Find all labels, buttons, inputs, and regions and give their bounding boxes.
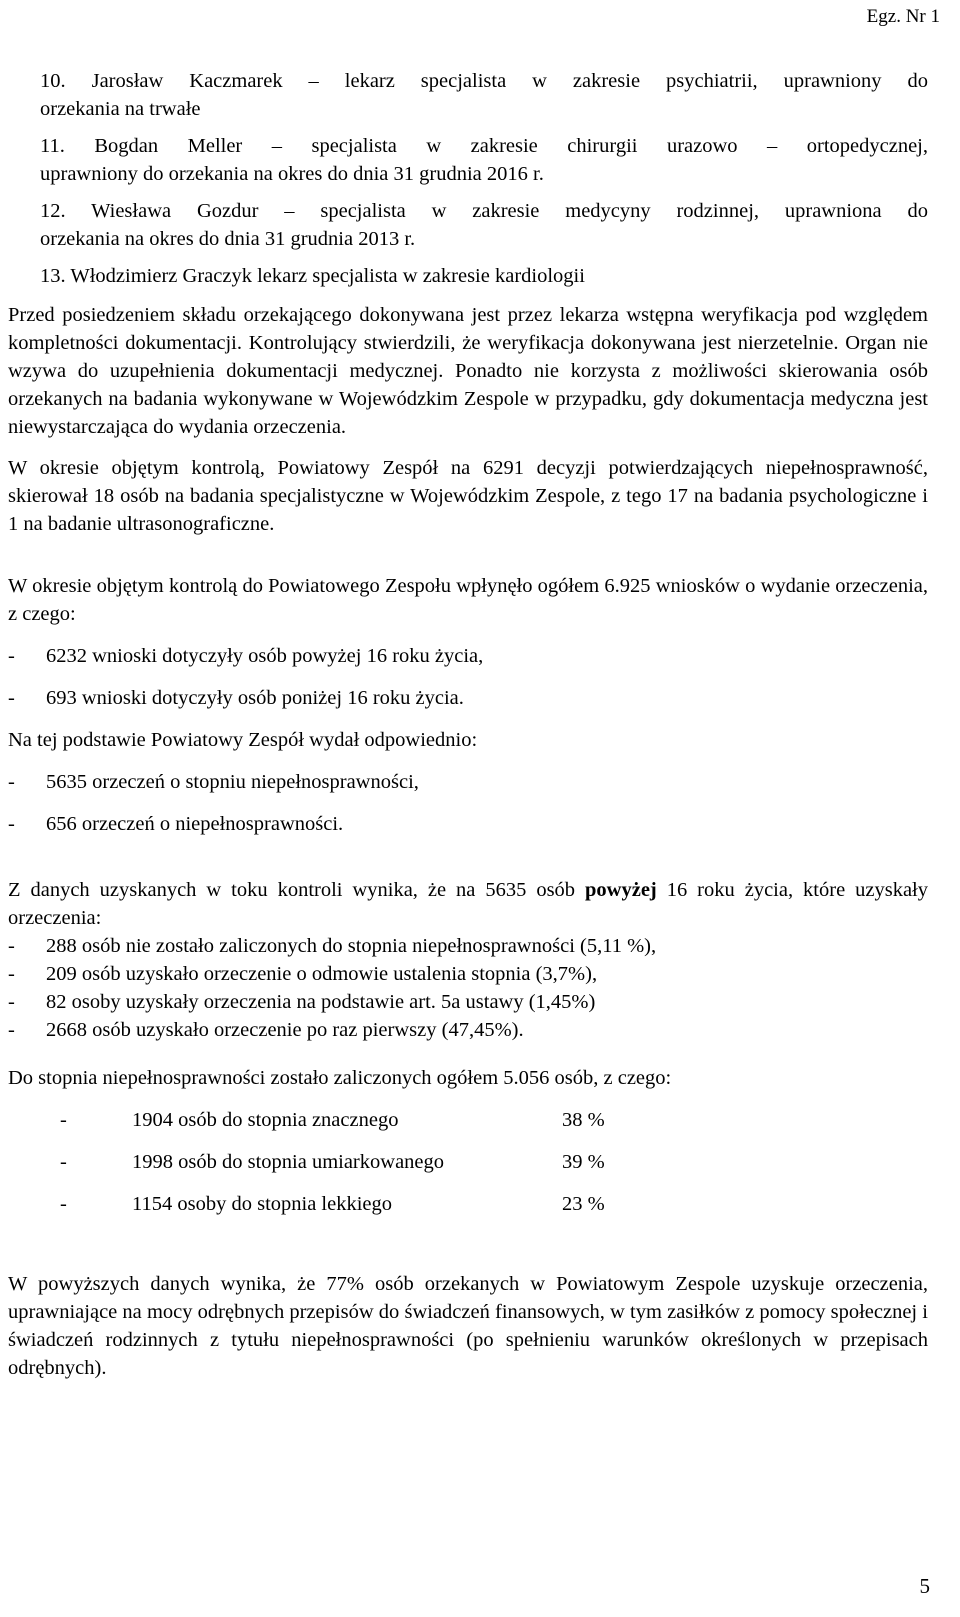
table-row: - 1154 osoby do stopnia lekkiego 23 % (8, 1190, 928, 1218)
list-item-text: 6232 wnioski dotyczyły osób powyżej 16 roku życia, (46, 645, 484, 667)
table-row: - 1998 osób do stopnia umiarkowanego 39 % (8, 1148, 928, 1176)
list-item: - 693 wnioski dotyczyły osób poniżej 16 roku życia. (8, 684, 928, 712)
over16-intro-bold: powyżej (585, 879, 657, 901)
list-item-text: 209 osób uzyskało orzeczenie o odmowie ustalenia stopnia (3,7%), (46, 963, 598, 985)
table-row: - 1904 osób do stopnia znacznego 38 % (8, 1106, 928, 1134)
degree-intro: Do stopnia niepełnosprawności zostało zaliczonych ogółem 5.056 osób, z czego: (8, 1067, 672, 1089)
list-item-text: 656 orzeczeń o niepełnosprawności. (46, 813, 344, 835)
list-item-text: 693 wnioski dotyczyły osób poniżej 16 roku życia. (46, 687, 464, 709)
degree-percent: 39 % (562, 1151, 605, 1173)
numbered-item (8, 67, 928, 123)
degree-text: 1154 osoby do stopnia lekkiego (132, 1193, 393, 1215)
item-text: Bogdan Meller – specjalista w zakresie chirurgii urazowo – ortopedycznej, (94, 135, 928, 157)
degree-percent: 38 % (562, 1109, 605, 1131)
over16-intro-text-end: 16 roku życia, które uzyskały orzeczenia: (8, 879, 929, 929)
verification-paragraph: Przed posiedzeniem składu orzekającego dokonywana jest przez lekarza wstępna weryfikacja pod względem kompletności dokumentacji. Kontrolujący stwierdzili, że weryfikacja dokonywana jest nierzetelnie. Organ nie wzywa do uzupełnienia dokumentacji medycznej. Ponadto nie korzysta z możliwości skierowania osób orzekanych na badania wykonywane w Wojewódzkim Zespole w przypadku, gdy dokumentacja medyczna jest niewystarczająca do wydania orzeczenia. (8, 304, 928, 438)
list-item: - 209 osób uzyskało orzeczenie o odmowie ustalenia stopnia (3,7%), (8, 960, 928, 988)
list-item: - 5635 orzeczeń o stopniu niepełnosprawności, (8, 768, 928, 796)
list-item-text: 5635 orzeczeń o stopniu niepełnosprawności, (46, 771, 419, 793)
item-text: Jarosław Kaczmarek – lekarz specjalista w zakresie psychiatrii, uprawniony do (91, 70, 929, 92)
applications-intro: W okresie objętym kontrolą do Powiatowego Zespołu wpłynęło ogółem 6.925 wniosków o wydanie orzeczenia, z czego: (8, 575, 928, 625)
numbered-item (8, 197, 928, 253)
list-item: - 656 orzeczeń o niepełnosprawności. (8, 810, 928, 838)
degree-table (8, 1106, 928, 1218)
over16-intro-text: Z danych uzyskanych w toku kontroli wynika, że na 5635 osób (8, 879, 586, 901)
issued-list (8, 768, 928, 838)
degree-text: 1904 osób do stopnia znacznego (132, 1109, 399, 1131)
document-body (8, 67, 928, 1382)
applications-list (8, 642, 928, 712)
item-text: Wiesława Gozdur – specjalista w zakresie medycyny rodzinnej, uprawniona do (91, 200, 928, 222)
list-item: - 6232 wnioski dotyczyły osób powyżej 16 roku życia, (8, 642, 928, 670)
page-number: 5 (919, 1574, 930, 1598)
conclusion-paragraph: W powyższych danych wynika, że 77% osób orzekanych w Powiatowym Zespole uzyskuje orzeczenia, uprawniające na mocy odrębnych przepisów do świadczeń finansowych, w tym zasiłków z pomocy społecznej i świadczeń rodzinnych z tytułu niepełnosprawności (po spełnieniu warunków określonych w przepisach odrębnych). (8, 1273, 928, 1379)
list-item-text: 82 osoby uzyskały orzeczenia na podstawie art. 5a ustawy (1,45%) (46, 991, 596, 1013)
item-text-continued: orzekania na trwałe (40, 98, 201, 120)
numbered-item (8, 262, 928, 290)
over16-intro (8, 876, 928, 932)
list-item-text: 288 osób nie zostało zaliczonych do stopnia niepełnosprawności (5,11 %), (46, 935, 657, 957)
list-item: - 288 osób nie zostało zaliczonych do stopnia niepełnosprawności (5,11 %), (8, 932, 928, 960)
numbered-item (8, 132, 928, 188)
item-text-continued: uprawniony do orzekania na okres do dnia 31 grudnia 2016 r. (40, 163, 544, 185)
degree-percent: 23 % (562, 1193, 605, 1215)
degree-text: 1998 osób do stopnia umiarkowanego (132, 1151, 445, 1173)
list-item-text: 2668 osób uzyskało orzeczenie po raz pierwszy (47,45%). (46, 1019, 524, 1041)
list-item: - 2668 osób uzyskało orzeczenie po raz pierwszy (47,45%). (8, 1016, 928, 1044)
referrals-paragraph: W okresie objętym kontrolą, Powiatowy Zespół na 6291 decyzji potwierdzających niepełnosprawność, skierował 18 osób na badania specjalistyczne w Wojewódzkim Zespole, z tego 17 na badania psychologiczne i 1 na badanie ultrasonograficzne. (8, 457, 928, 535)
item-text-continued: orzekania na okres do dnia 31 grudnia 2013 r. (40, 228, 416, 250)
over16-list (8, 932, 928, 1044)
item-number: 12. (40, 200, 66, 222)
item-number: 10. (40, 70, 66, 92)
issued-intro: Na tej podstawie Powiatowy Zespół wydał odpowiednio: (8, 729, 478, 751)
list-item: - 82 osoby uzyskały orzeczenia na podstawie art. 5a ustawy (1,45%) (8, 988, 928, 1016)
item-number: 13. (40, 265, 66, 287)
item-number: 11. (40, 135, 65, 157)
copy-number-label: Egz. Nr 1 (866, 6, 940, 27)
item-text: Włodzimierz Graczyk lekarz specjalista w zakresie kardiologii (70, 265, 585, 287)
